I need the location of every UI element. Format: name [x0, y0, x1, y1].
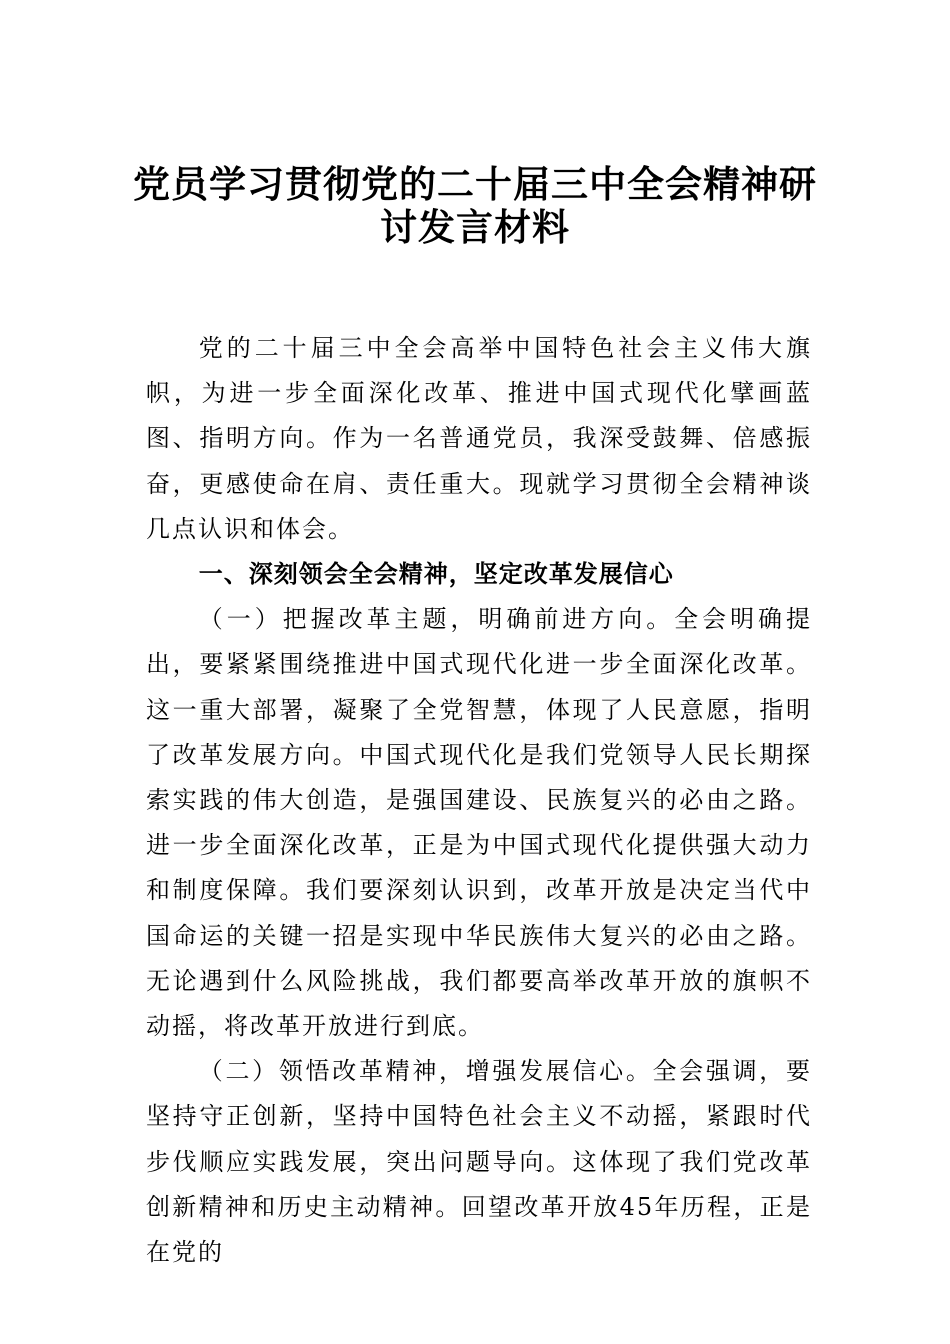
section-heading: 一、深刻领会全会精神，坚定改革发展信心	[198, 560, 674, 589]
document-title-line-2: 讨发言材料	[380, 205, 570, 249]
subsection-paragraph-2: （二）领悟改革精神，增强发展信心。全会强调，要坚持守正创新，坚持中国特色社会主义不动摇，紧跟时代步伐顺应实践发展，突出问题导向。这体现了我们党改革创新精神和历史主动精神。回望改革开放45年历程，正是在党的	[146, 1057, 812, 1267]
document-title-line-1: 党员学习贯彻党的二十届三中全会精神研	[133, 162, 817, 206]
subsection-paragraph-1: （一）把握改革主题，明确前进方向。全会明确提出，要紧紧围绕推进中国式现代化进一步全面深化改革。这一重大部署，凝聚了全党智慧，体现了人民意愿，指明了改革发展方向。中国式现代化是我们党领导人民长期探索实践的伟大创造，是强国建设、民族复兴的必由之路。进一步全面深化改革，正是为中国式现代化提供强大动力和制度保障。我们要深刻认识到，改革开放是决定当代中国命运的关键一招是实现中华民族伟大复兴的必由之路。无论遇到什么风险挑战，我们都要高举改革开放的旗帜不动摇，将改革开放进行到底。	[146, 605, 812, 1041]
intro-paragraph: 党的二十届三中全会高举中国特色社会主义伟大旗帜，为进一步全面深化改革、推进中国式现代化擘画蓝图、指明方向。作为一名普通党员，我深受鼓舞、倍感振奋，更感使命在肩、责任重大。现就学习贯彻全会精神谈几点认识和体会。	[146, 334, 812, 543]
document-body	[146, 326, 812, 1275]
